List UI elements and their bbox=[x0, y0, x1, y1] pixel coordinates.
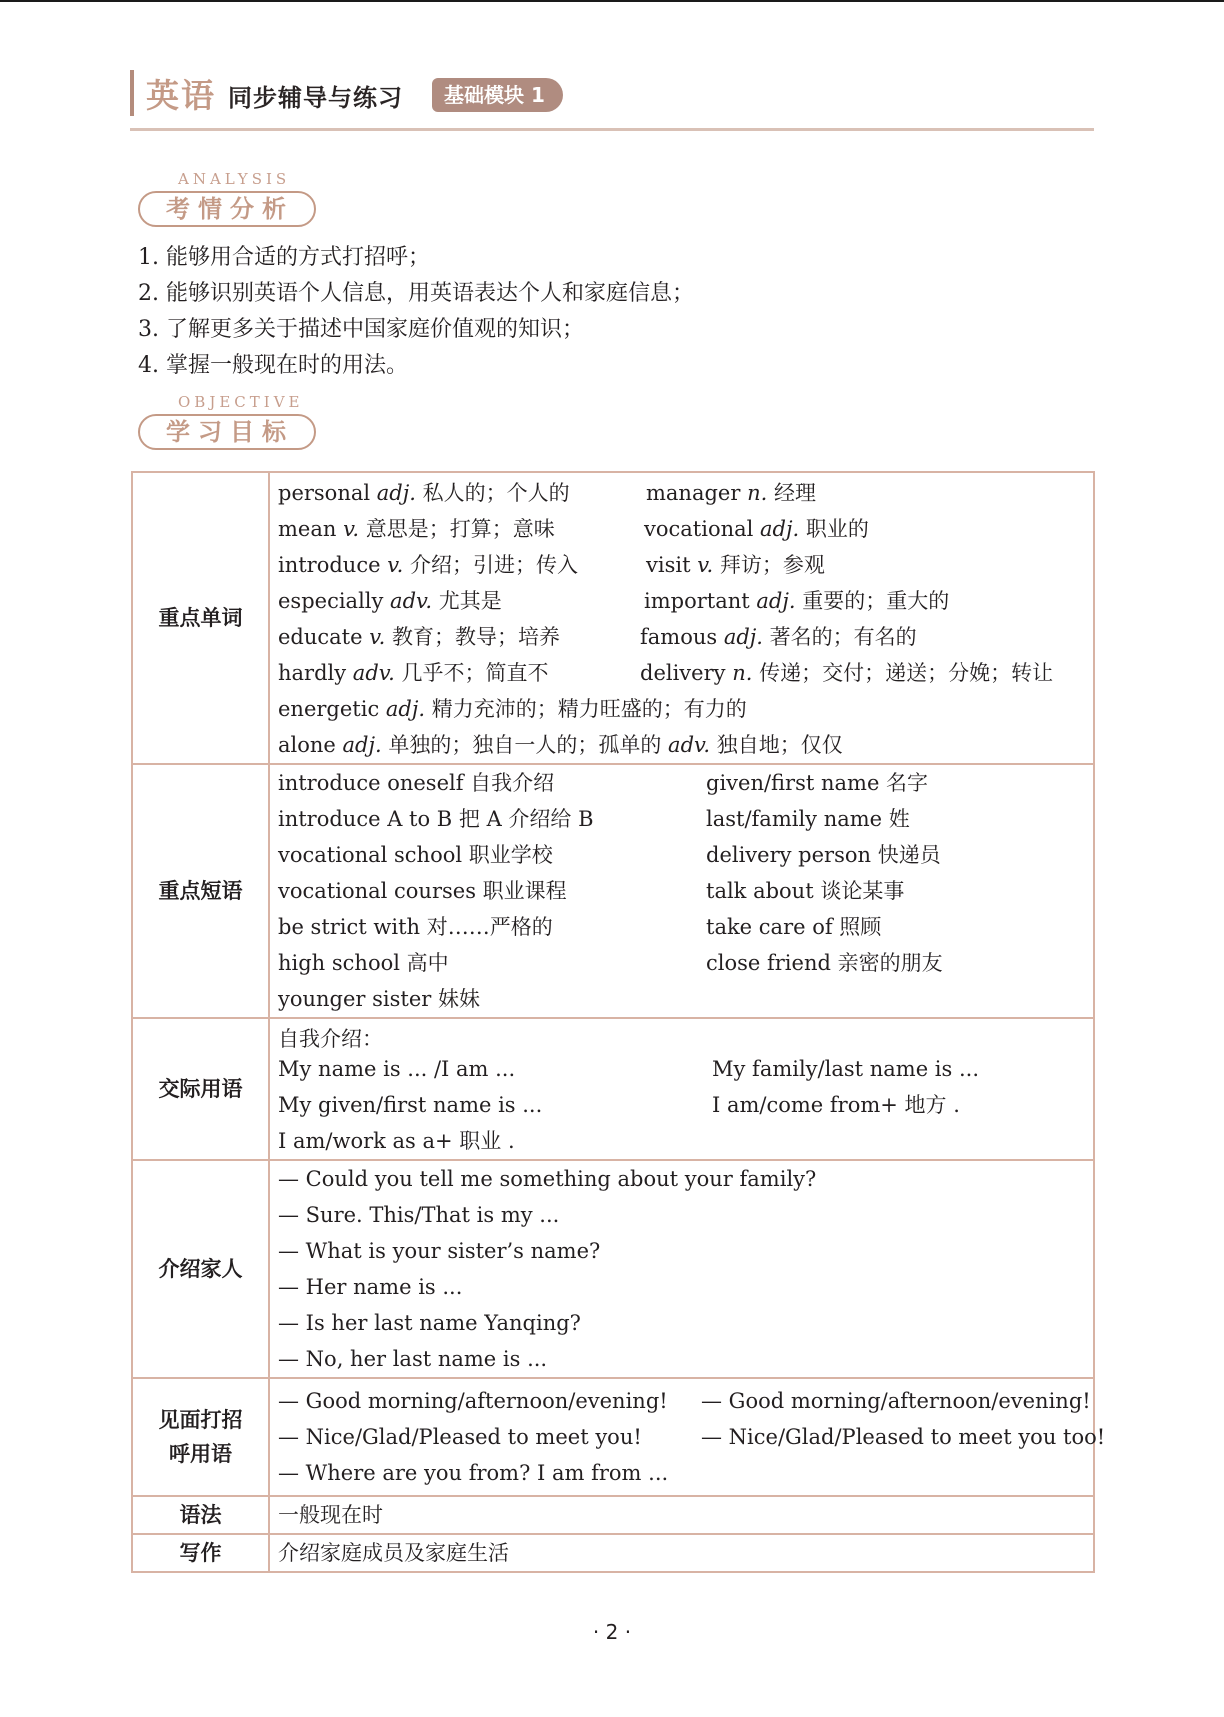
communication-content bbox=[270, 1019, 1093, 1159]
part-of-speech: v. bbox=[369, 625, 386, 649]
row-label bbox=[133, 1379, 270, 1495]
phrase-entry: close friend 亲密的朋友 bbox=[706, 951, 943, 975]
vocab-entry: energetic adj. 精力充沛的；精力旺盛的；有力的 bbox=[278, 697, 747, 721]
analysis-title-en: ANALYSIS bbox=[178, 170, 291, 188]
header-book-title: 同步辅导与练习 bbox=[228, 84, 403, 112]
objectives-table bbox=[131, 471, 1106, 1573]
row-label: 交际用语 bbox=[133, 1019, 270, 1159]
phrase-line bbox=[278, 801, 1085, 837]
phrase-entry: last/family name 姓 bbox=[706, 807, 910, 831]
header-accent-bar bbox=[130, 70, 134, 116]
table-row-communication bbox=[133, 1017, 1093, 1159]
dialogue-line: — Sure. This/That is my ... bbox=[278, 1203, 560, 1227]
communication-line bbox=[278, 1051, 1085, 1087]
vocab-line bbox=[278, 655, 1085, 691]
phrase-entry: younger sister 妹妹 bbox=[278, 987, 480, 1011]
part-of-speech: v. bbox=[697, 553, 714, 577]
header-module-badge: 基础模块 1 bbox=[432, 78, 563, 112]
writing-value: 介绍家庭成员及家庭生活 bbox=[278, 1541, 509, 1565]
vocab-entry: hardly adv. 几乎不；简直不 bbox=[278, 661, 549, 685]
table-row-writing bbox=[133, 1533, 1093, 1571]
part-of-speech: adj. bbox=[760, 517, 800, 541]
vocab-entry: mean v. 意思是；打算；意味 bbox=[278, 517, 555, 541]
communication-entry: I am/come from+ 地方 . bbox=[712, 1093, 960, 1117]
vocab-line bbox=[278, 511, 1085, 547]
phrase-line bbox=[278, 873, 1085, 909]
dialogue-line: — Good morning/afternoon/evening! bbox=[701, 1389, 1091, 1413]
table-row-phrases bbox=[133, 763, 1093, 1017]
row-label: 语法 bbox=[133, 1497, 270, 1533]
greeting-line bbox=[278, 1383, 1091, 1419]
part-of-speech: adj. bbox=[376, 481, 416, 505]
communication-line bbox=[278, 1087, 1085, 1123]
phrase-entry: take care of 照顾 bbox=[706, 915, 882, 939]
communication-entry: My family/last name is ... bbox=[712, 1057, 980, 1081]
family-line bbox=[278, 1161, 1085, 1197]
analysis-item: 4. 掌握一般现在时的用法。 bbox=[138, 353, 408, 378]
vocab-line bbox=[278, 619, 1085, 655]
table-row-grammar bbox=[133, 1495, 1093, 1533]
family-line bbox=[278, 1269, 1085, 1305]
dialogue-line: — No, her last name is ... bbox=[278, 1347, 548, 1371]
phrase-entry: given/first name 名字 bbox=[706, 771, 929, 795]
vocab-entry: famous adj. 著名的；有名的 bbox=[640, 625, 917, 649]
phrases-content bbox=[270, 765, 1093, 1017]
part-of-speech: adv. bbox=[668, 733, 711, 757]
dialogue-line: — What is your sister’s name? bbox=[278, 1239, 601, 1263]
part-of-speech: v. bbox=[343, 517, 360, 541]
vocab-entry: introduce v. 介绍；引进；传入 bbox=[278, 553, 578, 577]
phrase-entry: introduce A to B 把 A 介绍给 B bbox=[278, 807, 594, 831]
row-label: 重点短语 bbox=[133, 765, 270, 1017]
vocab-entry: especially adv. 尤其是 bbox=[278, 589, 502, 613]
dialogue-line: — Nice/Glad/Pleased to meet you! bbox=[278, 1425, 642, 1449]
family-line bbox=[278, 1305, 1085, 1341]
row-label-line: 见面打招 bbox=[158, 1408, 243, 1432]
part-of-speech: v. bbox=[387, 553, 404, 577]
table-row-family bbox=[133, 1159, 1093, 1377]
objective-title-en: OBJECTIVE bbox=[178, 393, 304, 411]
part-of-speech: adj. bbox=[385, 697, 426, 721]
vocab-entry: delivery n. 传递；交付；递送；分娩；转让 bbox=[640, 661, 1054, 685]
communication-entry: My given/first name is ... bbox=[278, 1093, 543, 1117]
communication-entry: I am/work as a+ 职业 . bbox=[278, 1129, 515, 1153]
family-line bbox=[278, 1197, 1085, 1233]
part-of-speech: adv. bbox=[390, 589, 433, 613]
phrase-entry: high school 高中 bbox=[278, 951, 449, 975]
objective-title-cn: 学习目标 bbox=[138, 414, 316, 450]
part-of-speech: adj. bbox=[756, 589, 796, 613]
analysis-item: 1. 能够用合适的方式打招呼； bbox=[138, 245, 430, 270]
vocab-line bbox=[278, 547, 1085, 583]
phrase-line bbox=[278, 765, 1085, 801]
grammar-content bbox=[270, 1497, 1093, 1533]
vocab-line bbox=[278, 691, 1085, 727]
row-label: 写作 bbox=[133, 1535, 270, 1571]
analysis-item: 3. 了解更多关于描述中国家庭价值观的知识； bbox=[138, 317, 584, 342]
header-rule bbox=[130, 128, 1094, 131]
greeting-line bbox=[278, 1455, 1085, 1491]
row-label: 重点单词 bbox=[133, 473, 270, 763]
phrase-entry: delivery person 快递员 bbox=[706, 843, 941, 867]
part-of-speech: adj. bbox=[723, 625, 763, 649]
part-of-speech: adj. bbox=[342, 733, 382, 757]
table-row-vocabulary bbox=[133, 473, 1093, 763]
phrase-line bbox=[278, 837, 1085, 873]
dialogue-line: — Could you tell me something about your family? bbox=[278, 1167, 817, 1191]
vocab-content bbox=[270, 473, 1093, 763]
part-of-speech: adv. bbox=[352, 661, 395, 685]
vocab-entry: manager n. 经理 bbox=[646, 481, 816, 505]
vocab-entry: vocational adj. 职业的 bbox=[644, 517, 869, 541]
writing-content bbox=[270, 1535, 1093, 1571]
phrase-entry: talk about 谈论某事 bbox=[706, 879, 905, 903]
communication-heading: 自我介绍： bbox=[278, 1027, 383, 1051]
dialogue-line: — Good morning/afternoon/evening! bbox=[278, 1389, 668, 1413]
vocab-line bbox=[278, 727, 1085, 763]
phrase-entry: vocational courses 职业课程 bbox=[278, 879, 567, 903]
communication-entry: My name is ... /I am ... bbox=[278, 1057, 516, 1081]
grammar-value: 一般现在时 bbox=[278, 1503, 383, 1527]
dialogue-line: — Nice/Glad/Pleased to meet you too! bbox=[701, 1425, 1106, 1449]
analysis-list bbox=[138, 240, 1038, 384]
row-label: 介绍家人 bbox=[133, 1161, 270, 1377]
phrase-line bbox=[278, 981, 1085, 1017]
analysis-section-title bbox=[138, 170, 318, 240]
header-subject: 英语 bbox=[146, 76, 216, 115]
page-header bbox=[130, 66, 1094, 130]
top-border bbox=[0, 0, 1224, 2]
row-label-line: 呼用语 bbox=[169, 1442, 232, 1466]
vocab-entry: educate v. 教育；教导；培养 bbox=[278, 625, 560, 649]
phrase-line bbox=[278, 909, 1085, 945]
vocab-entry: alone adj. 单独的；独自一人的；孤单的 adv. 独自地；仅仅 bbox=[278, 733, 843, 757]
table-row-greeting bbox=[133, 1377, 1106, 1495]
family-line bbox=[278, 1341, 1085, 1377]
vocab-line bbox=[278, 583, 1085, 619]
family-content bbox=[270, 1161, 1093, 1377]
communication-line bbox=[278, 1123, 1085, 1159]
dialogue-line: — Where are you from? I am from ... bbox=[278, 1461, 669, 1485]
phrase-entry: be strict with 对……严格的 bbox=[278, 915, 553, 939]
analysis-title-cn: 考情分析 bbox=[138, 191, 316, 227]
part-of-speech: n. bbox=[747, 481, 768, 505]
greeting-line bbox=[278, 1419, 1106, 1455]
analysis-item: 2. 能够识别英语个人信息，用英语表达个人和家庭信息； bbox=[138, 281, 694, 306]
dialogue-line: — Is her last name Yanqing? bbox=[278, 1311, 581, 1335]
vocab-entry: visit v. 拜访；参观 bbox=[646, 553, 825, 577]
phrase-entry: introduce oneself 自我介绍 bbox=[278, 771, 555, 795]
dialogue-line: — Her name is ... bbox=[278, 1275, 463, 1299]
objective-section-title bbox=[138, 393, 318, 463]
vocab-entry: important adj. 重要的；重大的 bbox=[644, 589, 950, 613]
page-number: · 2 · bbox=[592, 1620, 632, 1644]
vocab-line bbox=[278, 475, 1085, 511]
part-of-speech: n. bbox=[732, 661, 753, 685]
family-line bbox=[278, 1233, 1085, 1269]
vocab-entry: personal adj. 私人的；个人的 bbox=[278, 481, 570, 505]
phrase-entry: vocational school 职业学校 bbox=[278, 843, 553, 867]
greeting-content bbox=[270, 1379, 1106, 1495]
phrase-line bbox=[278, 945, 1085, 981]
